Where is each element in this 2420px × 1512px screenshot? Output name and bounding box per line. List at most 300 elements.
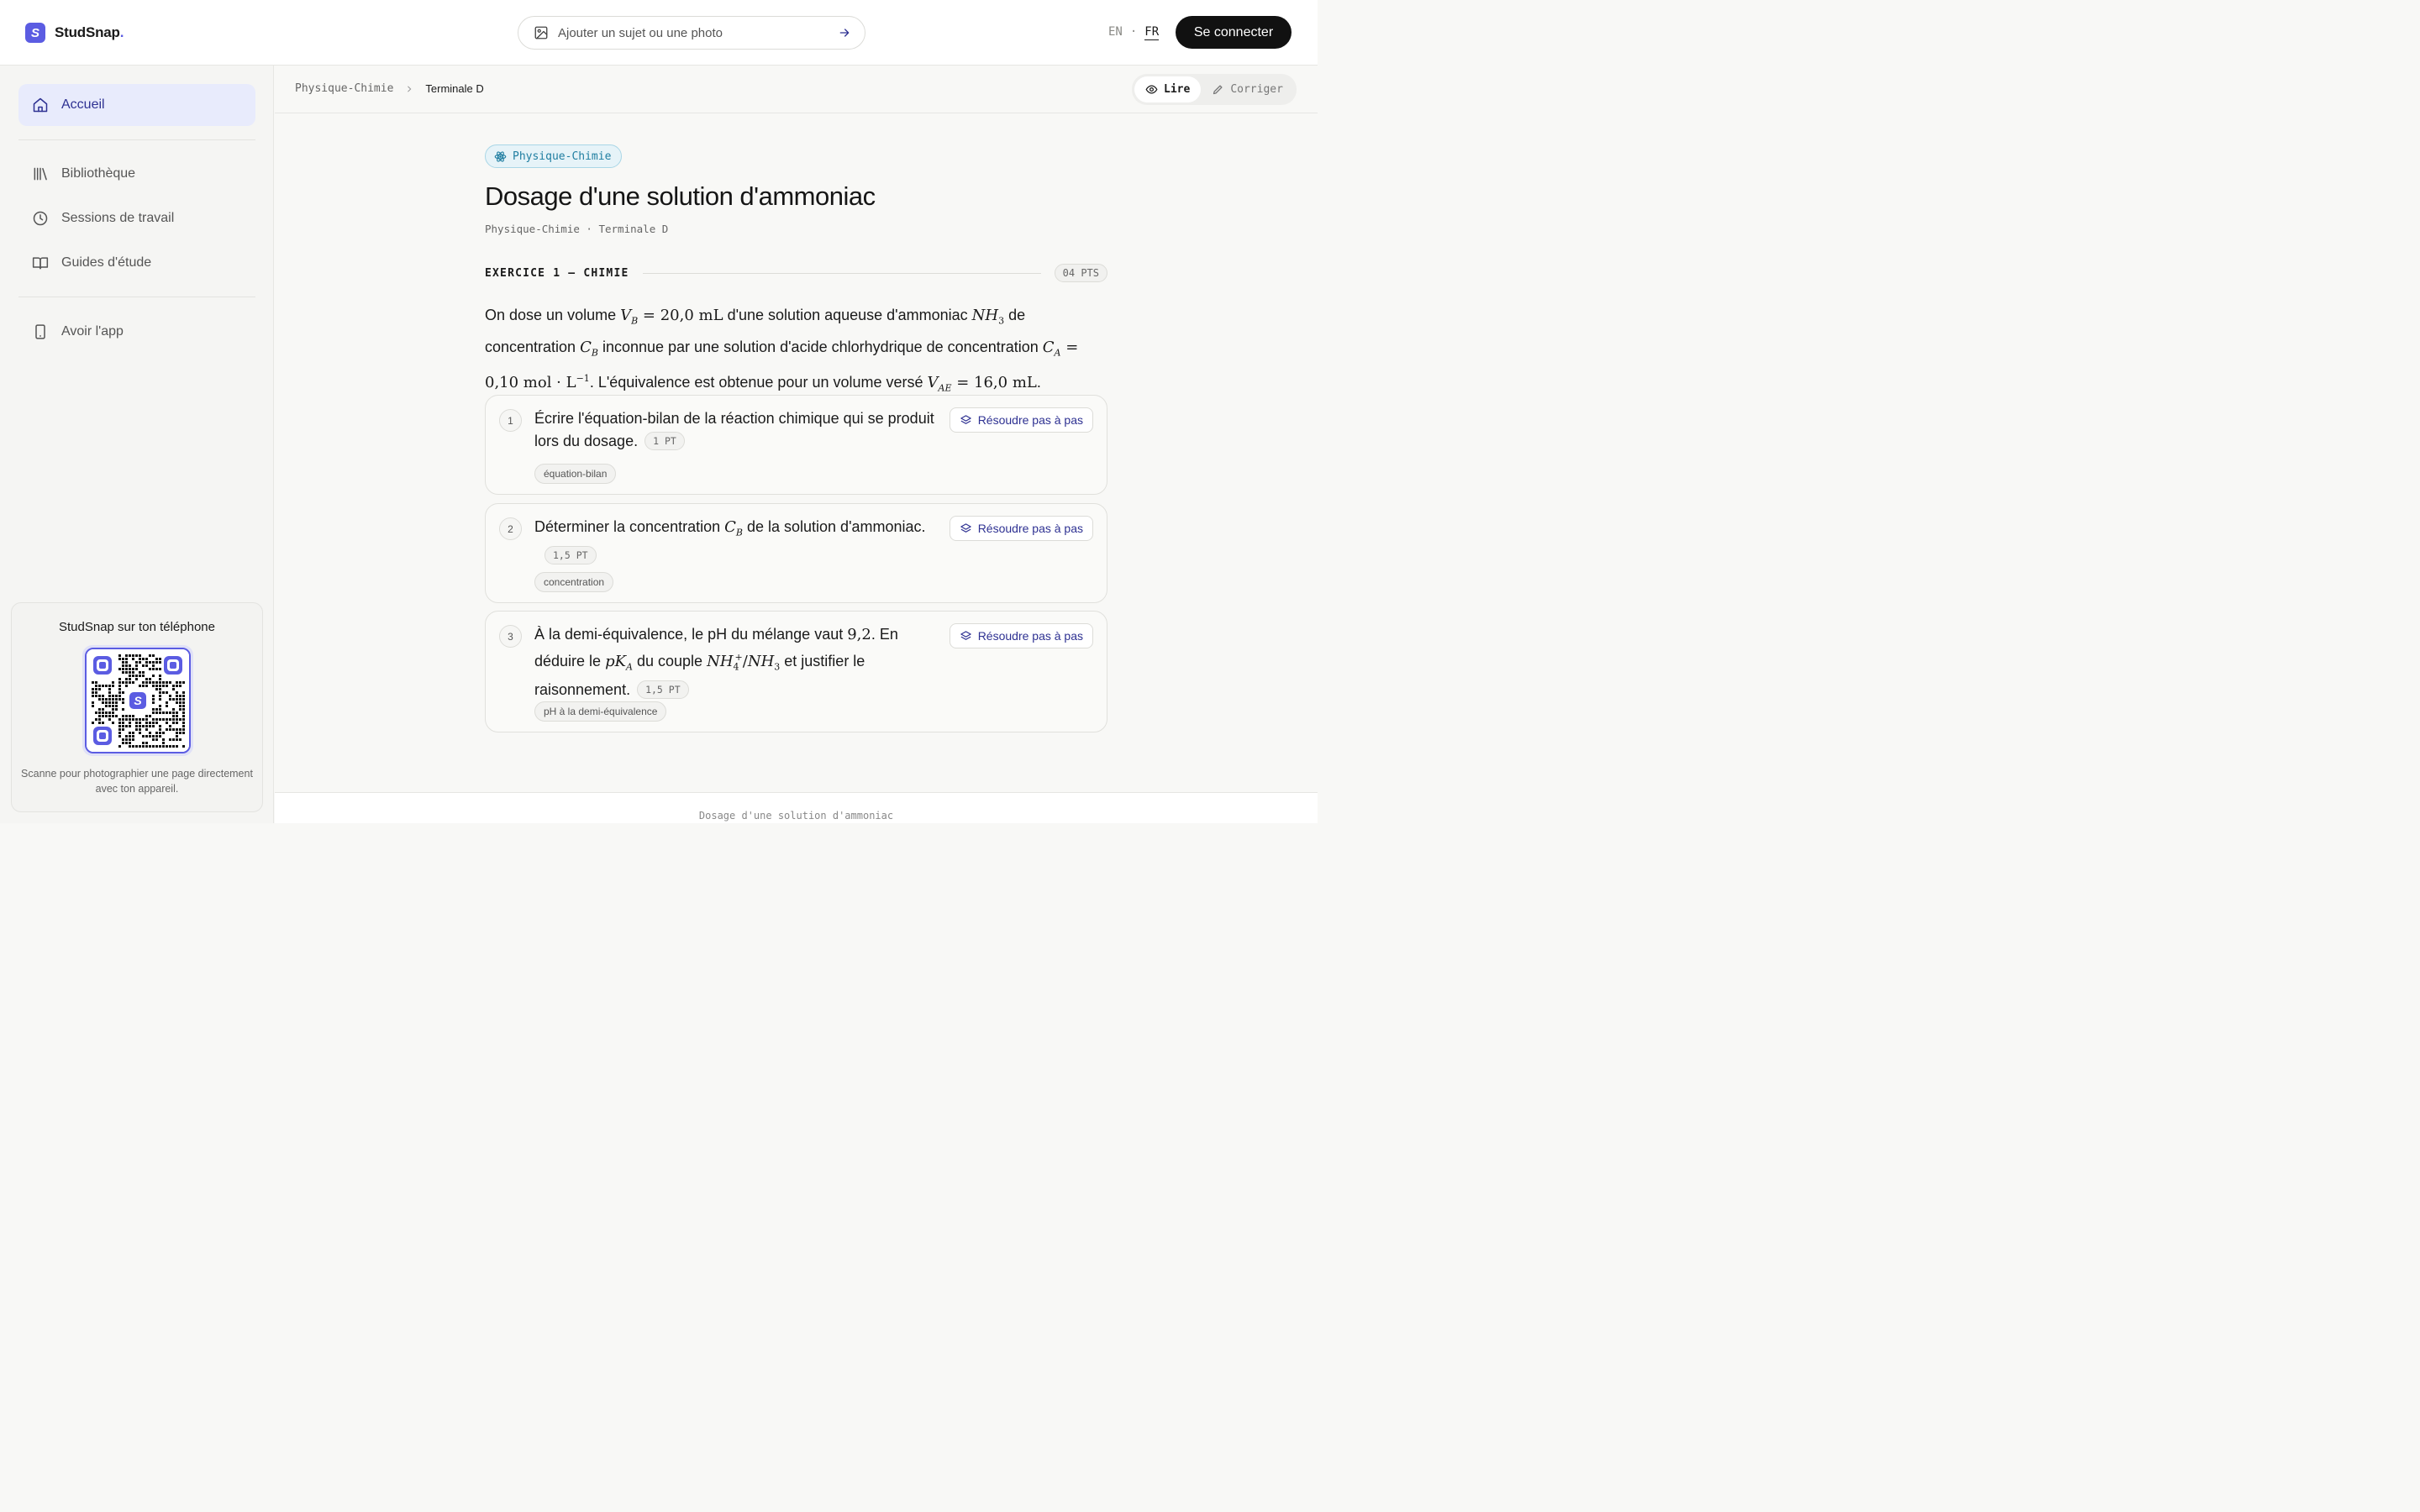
qr-module — [172, 698, 175, 701]
lang-fr[interactable]: FR — [1144, 25, 1160, 39]
qr-module — [152, 661, 155, 664]
qr-module — [125, 654, 128, 657]
qr-module — [132, 732, 134, 734]
qr-module — [166, 701, 168, 704]
qr-module — [169, 698, 171, 701]
qr-module — [166, 745, 168, 748]
qr-module — [182, 705, 185, 707]
qr-module — [98, 695, 101, 697]
qr-module — [122, 681, 124, 684]
qr-module — [182, 725, 185, 727]
qr-module — [159, 725, 161, 727]
qr-module — [166, 681, 168, 684]
qr-module — [139, 675, 141, 677]
qr-module — [132, 675, 134, 677]
pencil-icon — [1212, 83, 1224, 96]
qr-module — [98, 718, 101, 721]
qr-module — [129, 671, 131, 674]
qr-module — [155, 735, 158, 738]
qr-module — [95, 711, 97, 714]
qr-module — [105, 698, 108, 701]
qr-module — [118, 725, 121, 727]
qr-module — [95, 695, 97, 697]
document-footer: Dosage d'une solution d'ammoniac — [275, 792, 1318, 823]
qr-module — [118, 698, 121, 701]
qr-module — [182, 698, 185, 701]
qr-module — [182, 691, 185, 694]
qr-module — [102, 685, 104, 687]
qr-module — [118, 678, 121, 680]
qr-module — [129, 725, 131, 727]
qr-module — [125, 735, 128, 738]
qr-module — [132, 668, 134, 670]
qr-module — [145, 745, 148, 748]
qr-module — [129, 732, 131, 734]
qr-module — [112, 681, 114, 684]
question-number: 3 — [499, 625, 522, 648]
qr-module — [92, 691, 94, 694]
qr-module — [155, 711, 158, 714]
qr-module — [135, 718, 138, 721]
qr-module — [118, 688, 121, 690]
qr-module — [159, 732, 161, 734]
qr-module — [176, 711, 178, 714]
qr-module — [95, 718, 97, 721]
qr-module — [169, 711, 171, 714]
qr-module — [149, 678, 151, 680]
qr-module — [129, 715, 131, 717]
qr-module — [92, 705, 94, 707]
qr-module — [145, 658, 148, 660]
qr-module — [132, 738, 134, 741]
qr-module — [125, 715, 128, 717]
page-title: Dosage d'une solution d'ammoniac — [485, 181, 876, 211]
qr-module — [118, 685, 121, 687]
qr-module — [122, 728, 124, 731]
exercise-title: EXERCICE 1 — CHIMIE — [485, 266, 629, 280]
qr-module — [179, 698, 182, 701]
qr-module — [179, 701, 182, 704]
qr-module — [142, 664, 145, 667]
question-text: Écrire l'équation-bilan de la réaction chimique qui se produit lors du dosage. 1 PT — [534, 410, 934, 449]
qr-module — [92, 701, 94, 704]
qr-module — [155, 681, 158, 684]
qr-module — [142, 725, 145, 727]
qr-module — [108, 695, 111, 697]
sidebar-item-bibliotheque[interactable] — [18, 153, 255, 195]
view-mode-toggle — [1132, 74, 1297, 105]
qr-module — [102, 722, 104, 724]
qr-module — [159, 705, 161, 707]
qr-module — [152, 738, 155, 741]
qr-module — [172, 722, 175, 724]
layers-icon — [960, 414, 972, 427]
qr-module — [112, 715, 114, 717]
qr-module — [166, 722, 168, 724]
breadcrumb-parent[interactable]: Physique-Chimie — [295, 82, 394, 95]
document-meta: Physique-Chimie · Terminale D — [485, 223, 669, 235]
qr-module — [152, 701, 155, 704]
qr-module — [145, 722, 148, 724]
qr-module — [172, 718, 175, 721]
qr-module — [129, 742, 131, 744]
qr-module — [115, 715, 118, 717]
question-number: 2 — [499, 517, 522, 540]
qr-module — [159, 675, 161, 677]
qr-module — [172, 688, 175, 690]
qr-module — [182, 711, 185, 714]
breadcrumb-current: Terminale D — [425, 82, 484, 95]
qr-module — [98, 722, 101, 724]
qr-module — [139, 722, 141, 724]
qr-module — [182, 681, 185, 684]
qr-module — [98, 688, 101, 690]
qr-module — [98, 715, 101, 717]
logo-mark: S — [25, 23, 45, 43]
qr-module — [176, 728, 178, 731]
breadcrumb — [295, 82, 484, 95]
qr-module — [166, 685, 168, 687]
qr-module — [108, 715, 111, 717]
qr-module — [98, 698, 101, 701]
question-card — [485, 611, 1107, 732]
qr-module — [152, 735, 155, 738]
qr-module — [145, 718, 148, 721]
arrow-right-icon[interactable] — [838, 26, 851, 39]
qr-module — [112, 701, 114, 704]
qr-module — [145, 728, 148, 731]
qr-module — [118, 722, 121, 724]
sidebar-item-accueil[interactable] — [18, 84, 255, 126]
exercise-points: 04 PTS — [1055, 264, 1107, 282]
qr-module — [129, 745, 131, 748]
qr-module — [132, 681, 134, 684]
qr-module — [145, 661, 148, 664]
qr-module — [135, 675, 138, 677]
qr-module — [182, 708, 185, 711]
qr-module — [125, 718, 128, 721]
qr-module — [125, 681, 128, 684]
qr-module — [179, 681, 182, 684]
qr-module — [105, 715, 108, 717]
qr-module — [108, 718, 111, 721]
qr-module — [139, 718, 141, 721]
qr-module — [118, 735, 121, 738]
qr-module — [155, 708, 158, 711]
qr-module — [122, 701, 124, 704]
qr-module — [182, 745, 185, 748]
qr-module — [142, 675, 145, 677]
qr-module — [145, 725, 148, 727]
qr-module — [159, 695, 161, 697]
qr-module — [152, 711, 155, 714]
sidebar-item-label: Guides d'étude — [61, 255, 152, 270]
qr-module — [115, 695, 118, 697]
qr-module — [108, 701, 111, 704]
qr-module — [125, 668, 128, 670]
qr-module — [115, 701, 118, 704]
qr-module — [162, 745, 165, 748]
qr-module — [179, 732, 182, 734]
qr-module — [159, 708, 161, 711]
qr-module — [122, 658, 124, 660]
mode-correct-button[interactable]: Corriger — [1201, 76, 1294, 102]
qr-module — [162, 742, 165, 744]
subject-pill[interactable]: Physique-Chimie — [485, 144, 622, 168]
qr-module — [139, 732, 141, 734]
qr-module — [145, 735, 148, 738]
qr-module — [129, 738, 131, 741]
qr-module — [169, 695, 171, 697]
qr-module — [176, 715, 178, 717]
qr-module — [142, 742, 145, 744]
qr-module — [112, 685, 114, 687]
qr-module — [142, 735, 145, 738]
qr-module — [145, 715, 148, 717]
qr-module — [122, 661, 124, 664]
qr-module — [145, 681, 148, 684]
qr-module — [149, 681, 151, 684]
qr-module — [169, 718, 171, 721]
qr-module — [132, 715, 134, 717]
qr-module — [142, 718, 145, 721]
qr-module — [162, 738, 165, 741]
qr-module — [182, 732, 185, 734]
qr-module — [129, 654, 131, 657]
qr-module — [172, 745, 175, 748]
qr-pattern — [87, 649, 189, 752]
qr-module — [132, 654, 134, 657]
qr-module — [112, 698, 114, 701]
qr-module — [132, 735, 134, 738]
question-tag[interactable]: pH à la demi-équivalence — [534, 701, 666, 722]
qr-module — [139, 661, 141, 664]
qr-module — [115, 698, 118, 701]
image-icon — [534, 25, 549, 40]
app-download-card — [11, 602, 263, 812]
login-button[interactable]: Se connecter — [1176, 16, 1292, 49]
phone-icon — [31, 323, 50, 341]
qr-module — [139, 725, 141, 727]
qr-module — [135, 745, 138, 748]
qr-module — [122, 691, 124, 694]
qr-module — [92, 681, 94, 684]
qr-module — [162, 685, 165, 687]
qr-module — [152, 675, 155, 677]
qr-module — [122, 708, 124, 711]
qr-module — [155, 688, 158, 690]
qr-module — [129, 722, 131, 724]
question-points: 1 PT — [644, 432, 685, 450]
qr-module — [92, 695, 94, 697]
qr-module — [149, 654, 151, 657]
qr-module — [129, 681, 131, 684]
qr-logo-letter: S — [134, 694, 142, 707]
qr-module — [149, 732, 151, 734]
qr-module — [95, 681, 97, 684]
qr-module — [179, 695, 182, 697]
qr-module — [122, 698, 124, 701]
lang-en[interactable]: EN — [1108, 25, 1123, 39]
qr-module — [118, 728, 121, 731]
qr-module — [162, 732, 165, 734]
qr-module — [122, 742, 124, 744]
qr-module — [135, 668, 138, 670]
qr-module — [172, 738, 175, 741]
qr-module — [102, 708, 104, 711]
question-card — [485, 503, 1107, 603]
qr-module — [112, 711, 114, 714]
qr-module — [176, 681, 178, 684]
mode-read-button[interactable]: Lire — [1134, 76, 1201, 102]
qr-module — [182, 728, 185, 731]
qr-module — [98, 708, 101, 711]
qr-module — [135, 654, 138, 657]
qr-module — [108, 698, 111, 701]
qr-module — [149, 715, 151, 717]
qr-module — [139, 728, 141, 731]
question-tag[interactable]: équation-bilan — [534, 464, 616, 484]
sidebar-item-guides[interactable] — [18, 242, 255, 284]
qr-module — [152, 664, 155, 667]
qr-module — [135, 728, 138, 731]
solve-step-by-step-button[interactable]: Résoudre pas à pas — [950, 407, 1093, 433]
top-bar — [0, 0, 1318, 66]
qr-module — [118, 732, 121, 734]
qr-module — [176, 732, 178, 734]
qr-module — [108, 711, 111, 714]
qr-module — [159, 658, 161, 660]
qr-code — [82, 645, 193, 756]
qr-module — [149, 725, 151, 727]
qr-module — [162, 711, 165, 714]
sidebar-item-label: Avoir l'app — [61, 324, 124, 339]
qr-module — [176, 738, 178, 741]
clock-icon — [31, 209, 50, 228]
qr-module — [139, 671, 141, 674]
qr-module — [172, 708, 175, 711]
qr-module — [135, 661, 138, 664]
sidebar-item-sessions[interactable] — [18, 197, 255, 239]
qr-module — [169, 745, 171, 748]
qr-module — [176, 695, 178, 697]
qr-module — [166, 705, 168, 707]
qr-module — [152, 722, 155, 724]
search-input[interactable] — [518, 16, 865, 50]
question-card — [485, 395, 1107, 495]
qr-module — [152, 745, 155, 748]
qr-module — [115, 708, 118, 711]
qr-module — [118, 718, 121, 721]
qr-module — [122, 722, 124, 724]
qr-module — [125, 685, 128, 687]
qr-module — [179, 728, 182, 731]
qr-module — [149, 722, 151, 724]
qr-module — [176, 745, 178, 748]
qr-module — [179, 708, 182, 711]
question-tag[interactable]: concentration — [534, 572, 613, 592]
qr-module — [176, 718, 178, 721]
lang-separator: · — [1129, 25, 1138, 39]
qr-module — [159, 668, 161, 670]
qr-module — [115, 705, 118, 707]
qr-module — [108, 685, 111, 687]
qr-module — [159, 691, 161, 694]
qr-module — [135, 722, 138, 724]
qr-module — [152, 695, 155, 697]
qr-module — [102, 698, 104, 701]
qr-module — [118, 691, 121, 694]
qr-module — [142, 671, 145, 674]
qr-module — [108, 688, 111, 690]
qr-module — [182, 695, 185, 697]
qr-module — [176, 698, 178, 701]
qr-module — [155, 745, 158, 748]
qr-module — [102, 711, 104, 714]
qr-module — [152, 681, 155, 684]
qr-module — [149, 745, 151, 748]
qr-module — [159, 698, 161, 701]
qr-module — [129, 675, 131, 677]
qr-module — [155, 718, 158, 721]
qr-module — [98, 685, 101, 687]
main-content — [275, 66, 1318, 823]
qr-module — [112, 695, 114, 697]
layers-icon — [960, 630, 972, 643]
qr-module — [155, 685, 158, 687]
qr-module — [182, 722, 185, 724]
solve-step-by-step-button[interactable]: Résoudre pas à pas — [950, 623, 1093, 648]
solve-step-by-step-button[interactable]: Résoudre pas à pas — [950, 516, 1093, 541]
chevron-right-icon — [405, 85, 413, 93]
qr-module — [169, 728, 171, 731]
qr-module — [125, 742, 128, 744]
qr-module — [145, 664, 148, 667]
qr-module — [102, 695, 104, 697]
qr-module — [159, 685, 161, 687]
qr-module — [118, 681, 121, 684]
sidebar-divider — [18, 139, 255, 140]
qr-module — [176, 685, 178, 687]
sidebar-item-label: Bibliothèque — [61, 166, 136, 181]
qr-module — [129, 664, 131, 667]
qr-module — [105, 711, 108, 714]
qr-module — [122, 668, 124, 670]
qr-module — [139, 685, 141, 687]
qr-module — [122, 718, 124, 721]
qr-module — [118, 658, 121, 660]
qr-module — [112, 722, 114, 724]
qr-module — [139, 658, 141, 660]
sidebar-item-app[interactable] — [18, 311, 255, 353]
sidebar-item-label: Accueil — [61, 97, 105, 112]
qr-module — [145, 678, 148, 680]
qr-module — [149, 668, 151, 670]
qr-module — [162, 718, 165, 721]
qr-module — [152, 698, 155, 701]
qr-module — [92, 688, 94, 690]
qr-module — [102, 715, 104, 717]
qr-module — [122, 725, 124, 727]
qr-module — [142, 658, 145, 660]
logo[interactable] — [25, 23, 124, 43]
qr-module — [155, 732, 158, 734]
qr-module — [179, 718, 182, 721]
qr-module — [122, 671, 124, 674]
exercise-header — [485, 264, 1107, 282]
qr-module — [125, 738, 128, 741]
qr-module — [129, 668, 131, 670]
